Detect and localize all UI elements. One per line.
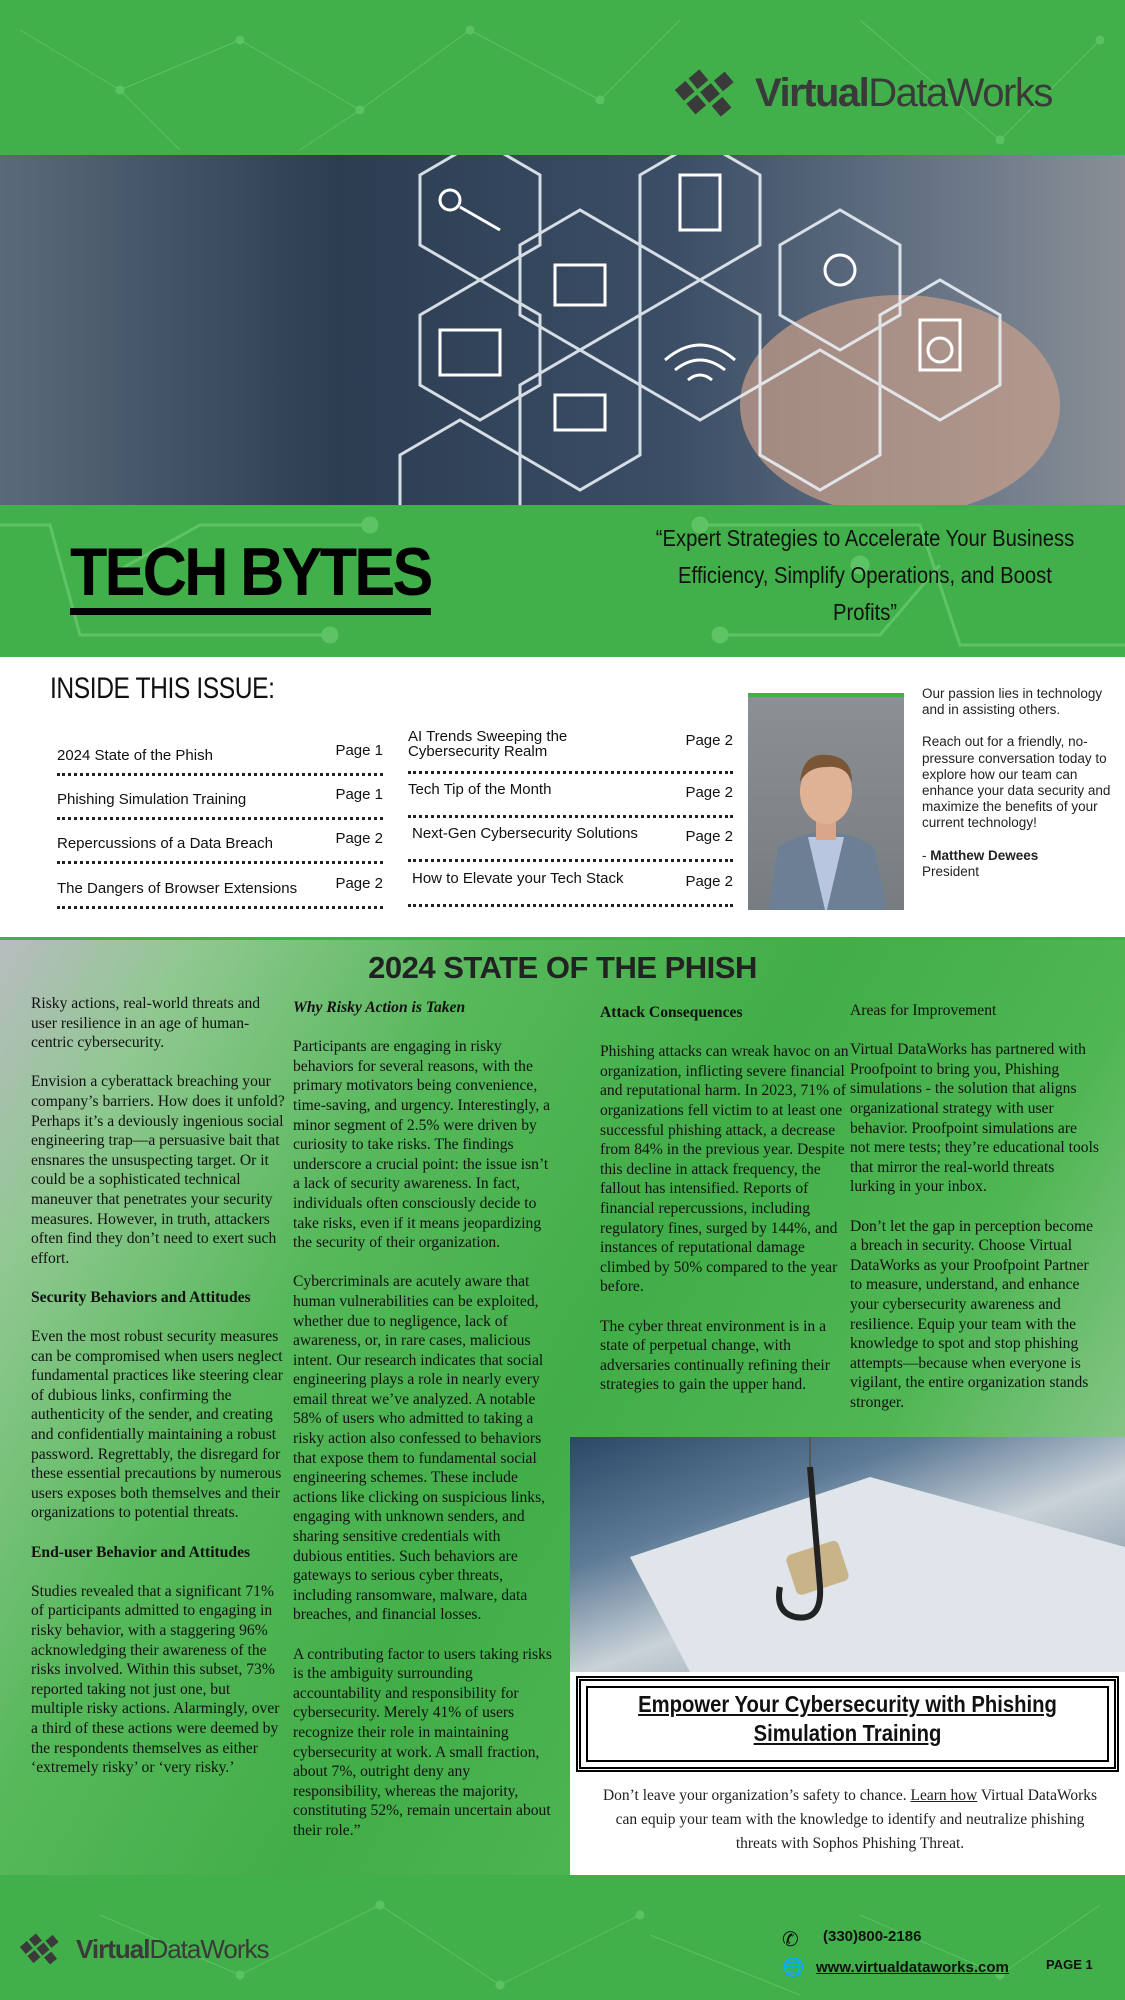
- learn-how-link[interactable]: Learn how: [910, 1787, 978, 1804]
- toc-page: Page 2: [335, 875, 383, 892]
- article-column-1: [31, 994, 286, 1797]
- brand-logo: [675, 60, 1052, 126]
- toc-label: 2024 State of the Phish: [57, 747, 213, 764]
- toc-item[interactable]: [408, 778, 733, 818]
- subheading: Attack Consequences: [600, 1004, 743, 1021]
- brand-name: VirtualDataWorks: [755, 70, 1052, 115]
- inside-heading: INSIDE THIS ISSUE:: [50, 672, 275, 705]
- president-name: Matthew Dewees: [930, 847, 1039, 863]
- paragraph: The cyber threat environment is in a state of perpetual change, with adversaries continually refining their strategies to gain the upper hand.: [600, 1317, 830, 1394]
- paragraph: Don’t let the gap in perception become a breach in security. Choose Virtual DataWorks as your Proofpoint Partner to measure, understand, and enhance your cybersecurity awareness and resilience. Equip your team with the knowledge to spot and stop phishing attempts—because when everyone is vigilant, the entire organization stands stronger.: [850, 1217, 1094, 1411]
- paragraph: A contributing factor to users taking risks is the ambiguity surrounding accountability and responsibility for cybersecurity. Merely 41% of users recognize their role in maintaining cybersecurity at work. A small fraction, about 7%, outright deny any responsibility, whereas the majority, constituting 52%, remain uncertain about their role.”: [293, 1645, 552, 1839]
- article-column-3: [600, 1003, 850, 1414]
- tagline: “Expert Strategies to Accelerate Your Business Efficiency, Simplify Operations, and Boost Profits”: [655, 525, 1075, 625]
- paragraph: Participants are engaging in risky behaviors for several reasons, with the primary motivators being convenience, time-saving, and urgency. Interestingly, a minor segment of 2.5% were driven by curiosity to take risks. The findings underscore a crucial point: the issue isn’t a lack of security awareness. In fact, individuals often consciously decide to take risks, even if it means jeopardizing the security of their organization.: [293, 1038, 551, 1252]
- article-title: 2024 STATE OF THE PHISH: [368, 950, 757, 985]
- toc-page: Page 2: [685, 784, 733, 801]
- brand-name: VirtualDataWorks: [76, 1933, 269, 1964]
- phone-icon: ✆: [782, 1929, 799, 1951]
- president-role: President: [922, 863, 980, 879]
- paragraph: Risky actions, real-world threats and user resilience in an age of human-centric cybersecurity.: [31, 995, 261, 1052]
- toc-label: Phishing Simulation Training: [57, 791, 247, 808]
- president-message: [922, 686, 1112, 880]
- toc-page: Page 1: [335, 786, 383, 803]
- page-number: PAGE 1: [1046, 1957, 1093, 1972]
- hook-on-credit-card-illustration: [570, 1437, 1125, 1672]
- logo-mark-icon: [20, 1927, 66, 1971]
- article-column-2: [293, 998, 553, 1860]
- globe-icon: 🌐: [782, 1957, 805, 1977]
- footer: [0, 1875, 1125, 2000]
- bio-signature: - Matthew Dewees: [922, 847, 1039, 863]
- toc-page: Page 2: [335, 830, 383, 847]
- toc-label: AI Trends Sweeping the Cybersecurity Realm: [408, 728, 568, 760]
- footer-brand-logo: [20, 1927, 269, 1971]
- paragraph: Cybercriminals are acutely aware that human vulnerabilities can be exploited, whether due to negligence, lack of awareness, or, in rare cases, malicious intent. Our research indicates that social engineering plays a role in nearly every email threat we’ve analyzed. A notable 58% of users who admitted to taking a risky action also confessed to behaviors that expose them to fundamental social engineering schemes. These include actions like clicking on suspicious links, engaging with unknown senders, and sharing sensitive credentials with dubious entities. Such behaviors are gateways to serious cyber threats, including ransomware, malware, data breaches, and financial losses.: [293, 1273, 546, 1624]
- toc-label: How to Elevate your Tech Stack: [412, 870, 624, 887]
- toc-label: The Dangers of Browser Extensions: [57, 880, 298, 897]
- subheading: End-user Behavior and Attitudes: [31, 1543, 251, 1561]
- toc-label: Next-Gen Cybersecurity Solutions: [412, 825, 638, 842]
- hero-image: [0, 155, 1125, 505]
- subheading: Security Behaviors and Attitudes: [31, 1288, 251, 1306]
- toc-label: Tech Tip of the Month: [408, 781, 552, 798]
- toc-item[interactable]: [57, 720, 383, 776]
- toc-label: Repercussions of a Data Breach: [57, 835, 273, 852]
- toc-item[interactable]: [57, 824, 383, 864]
- toc-page: Page 2: [685, 828, 733, 845]
- phishing-hook-image: [570, 1437, 1125, 1672]
- paragraph: Even the most robust security measures can be compromised when users neglect fundamental practices like steering clear of dubious links, confirming the authenticity of the sender, and creating and confidentially maintaining a robust password. Regrettably, the disregard for these essential precautions by numerous users exposes both themselves and their organizations to potential threats.: [31, 1328, 283, 1522]
- paragraph: Phishing attacks can wreak havoc on an organization, inflicting severe financial and reputational harm. In 2023, 71% of organizations fell victim to at least one successful phishing attack, a decrease from 84% in the previous year. Despite this decline in attack frequency, the fallout has intensified. Reports of financial repercussions, including regulatory fines, surged by 144%, and instances of reputational damage climbed by 50% compared to the year before.: [600, 1043, 849, 1296]
- toc-page: Page 2: [685, 873, 733, 890]
- cta-body: Don’t leave your organization’s safety to chance. Learn how Virtual DataWorks can equip your team with the knowledge to identify and neutralize phishing threats with Sophos Phishing Threat.: [602, 1787, 1098, 1852]
- toc-item[interactable]: [408, 720, 733, 774]
- bio-paragraph: Our passion lies in technology and in assisting others.: [922, 686, 1103, 718]
- toc-page: Page 1: [335, 742, 383, 759]
- article-column-4: [850, 1001, 1100, 1432]
- cta-title[interactable]: Empower Your Cybersecurity with Phishing Simulation Training: [638, 1691, 1057, 1746]
- toc-item[interactable]: [57, 780, 383, 820]
- toc-page: Page 2: [685, 732, 733, 749]
- phone-number[interactable]: (330)800-2186: [823, 1928, 922, 1945]
- toc-item[interactable]: [408, 822, 733, 862]
- president-photo: [748, 693, 904, 910]
- newsletter-title: TECH BYTES: [70, 540, 431, 615]
- portrait-illustration: [748, 697, 904, 910]
- subheading: Why Risky Action is Taken: [293, 999, 466, 1016]
- toc-item[interactable]: [408, 867, 733, 907]
- paragraph: Virtual DataWorks has partnered with Proofpoint to bring you, Phishing simulations - the solution that aligns organizational strategy with user behavior. Proofpoint simulations are not mere tests; they’re educational tools that mirror the real-world threats lurking in your inbox.: [850, 1041, 1099, 1196]
- paragraph: Envision a cyberattack breaching your company’s barriers. How does it unfold? Perhaps it’s a deviously ingenious social engineering trap—a persuasive bait that ensnares the unsuspecting target. Or it could be a sophisticated technical maneuver that penetrates your security measures. However, in truth, attackers often find they don’t need to exert such effort.: [31, 1073, 285, 1267]
- header-banner: [0, 0, 1125, 155]
- bio-paragraph: Reach out for a friendly, no-pressure conversation today to explore how our team can enhance your data security and maximize the benefits of your current technology!: [922, 734, 1111, 831]
- smart-home-hexagons-illustration: [0, 155, 1125, 505]
- logo-mark-icon: [675, 60, 745, 126]
- website-link[interactable]: www.virtualdataworks.com: [816, 1959, 1009, 1976]
- toc-item[interactable]: [57, 869, 383, 909]
- subheading: Areas for Improvement: [850, 1002, 997, 1019]
- paragraph: Studies revealed that a significant 71% of participants admitted to engaging in risky behavior, with a staggering 96% acknowledging their awareness of the risks involved. Within this subset, 73% reported taking not just one, but multiple risky actions. Alarmingly, over a third of these actions were deemed by the respondents themselves as either ‘extremely risky’ or ‘very risky.’: [31, 1582, 280, 1777]
